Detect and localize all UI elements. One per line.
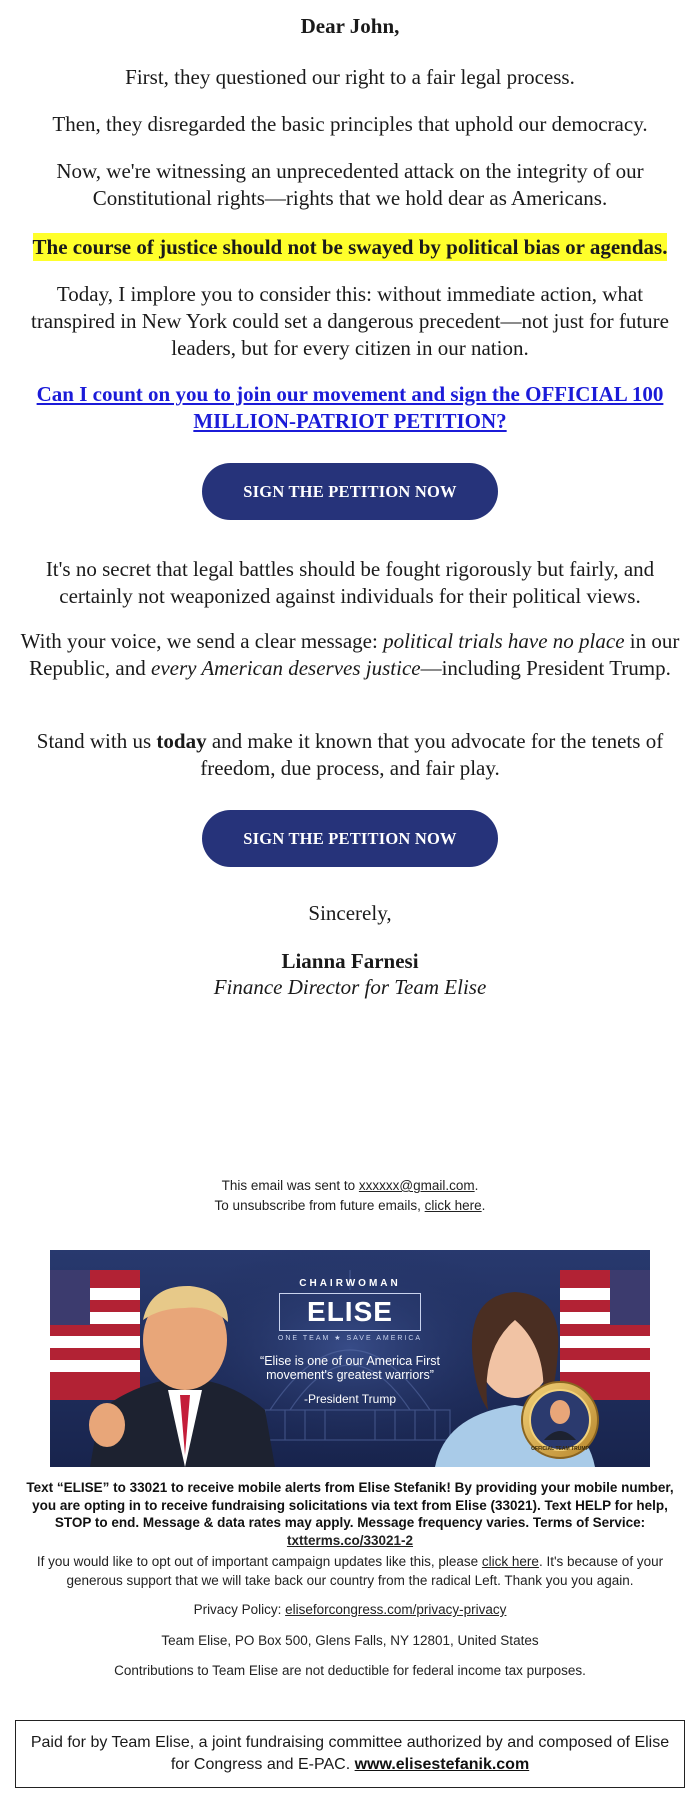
- unsubscribe-link[interactable]: click here: [424, 1198, 482, 1213]
- sent-to-line: [15, 1176, 685, 1195]
- optout-prefix: If you would like to opt out of important campaign updates like this, please: [36, 1554, 482, 1569]
- p6-italic-b: every American deserves justice: [151, 656, 421, 680]
- banner-text: [230, 1278, 470, 1406]
- banner-tagline: ONE TEAM ★ SAVE AMERICA: [277, 1335, 423, 1342]
- closing: Sincerely,: [308, 901, 392, 925]
- paragraph-4: Today, I implore you to consider this: without immediate action, what transpired in New York could set a dangerous precedent—not just for future leaders, but for every citizen in our nation.: [30, 282, 669, 360]
- optout-suffix: . It's because of your generous support that we will take back our country from the radical Left. Thank you you again.: [66, 1554, 664, 1588]
- greeting: Dear John,: [300, 14, 400, 38]
- paragraph-1: First, they questioned our right to a fair legal process.: [125, 65, 575, 89]
- p6-text-b: in our Republic, and: [29, 629, 680, 680]
- p7-text-a: Stand with us: [36, 729, 157, 753]
- privacy-line: [15, 1600, 685, 1619]
- seal-label: OFFICIAL TEAM TRUMP: [531, 1446, 589, 1452]
- campaign-banner[interactable]: [50, 1250, 650, 1467]
- sign-petition-button-2[interactable]: SIGN THE PETITION NOW: [202, 810, 498, 867]
- banner-quote: “Elise is one of our America First movement's greatest warriors”: [260, 1354, 440, 1382]
- optout-link[interactable]: click here: [481, 1554, 539, 1569]
- paragraph-2: Then, they disregarded the basic principles that uphold our democracy.: [52, 112, 648, 136]
- optout-line: [15, 1552, 685, 1590]
- sms-disclaimer: [15, 1479, 685, 1549]
- p7-text-b: and make it known that you advocate for the tenets of freedom, due process, and fair play.: [200, 729, 664, 780]
- sign-petition-button-1[interactable]: SIGN THE PETITION NOW: [202, 463, 498, 520]
- sent-to-prefix: This email was sent to: [221, 1178, 359, 1193]
- sent-to-suffix: .: [474, 1178, 479, 1193]
- paragraph-6: [15, 628, 685, 682]
- privacy-prefix: Privacy Policy:: [193, 1602, 286, 1617]
- banner-logo-name: ELISE: [279, 1293, 421, 1331]
- unsub-prefix: To unsubscribe from future emails,: [214, 1198, 425, 1213]
- banner-kicker: CHAIRWOMAN: [299, 1278, 401, 1289]
- p7-bold: today: [156, 729, 207, 753]
- paragraph-3: Now, we're witnessing an unprecedented attack on the integrity of our Constitutional rights—rights that we hold dear as Americans.: [56, 159, 644, 210]
- paid-for-text: [30, 1732, 670, 1776]
- p6-text-c: —including President Trump.: [420, 656, 671, 680]
- paid-for-statement: Paid for by Team Elise, a joint fundraising committee authorized by and composed of Elise for Congress and E-PAC.: [30, 1734, 670, 1773]
- highlight-text: The course of justice should not be swayed by political bias or agendas.: [32, 235, 668, 259]
- recipient-email-link[interactable]: xxxxxx@gmail.com: [358, 1178, 475, 1193]
- paragraph-5: It's no secret that legal battles should be fought rigorously but fairly, and certainly not weaponized against individuals for their political views.: [45, 557, 655, 608]
- privacy-link[interactable]: eliseforcongress.com/privacy-privacy: [285, 1602, 507, 1617]
- paragraph-7: [15, 728, 685, 782]
- p6-text-a: With your voice, we send a clear message:: [20, 629, 384, 653]
- unsubscribe-line: [15, 1196, 685, 1215]
- website-link[interactable]: www.elisestefanik.com: [354, 1756, 530, 1773]
- flag-left: [50, 1270, 140, 1400]
- signer-name: Lianna Farnesi: [281, 949, 419, 973]
- mailing-address: Team Elise, PO Box 500, Glens Falls, NY 12801, United States: [161, 1633, 539, 1648]
- p6-italic-a: political trials have no place: [383, 629, 625, 653]
- tax-note: Contributions to Team Elise are not deductible for federal income tax purposes.: [114, 1663, 586, 1678]
- petition-link[interactable]: Can I count on you to join our movement and sign the OFFICIAL 100 MILLION-PATRIOT PETITION?: [36, 382, 664, 433]
- sms-text: Text “ELISE” to 33021 to receive mobile alerts from Elise Stefanik! By providing your mobile number, you are opting in to receive fundraising solicitations via text from Elise (33021). Text HELP for help, STOP to end. Message & data rates may apply. Message frequency varies. Terms of Service:: [26, 1480, 674, 1530]
- sms-terms-link[interactable]: txtterms.co/33021-2: [286, 1532, 414, 1548]
- cta-paragraph: [15, 381, 685, 435]
- banner-attribution: -President Trump: [303, 1392, 397, 1406]
- highlight-line: [15, 234, 685, 261]
- unsub-suffix: .: [481, 1198, 486, 1213]
- signer-title: Finance Director for Team Elise: [213, 975, 487, 999]
- paid-for-box: [15, 1720, 685, 1788]
